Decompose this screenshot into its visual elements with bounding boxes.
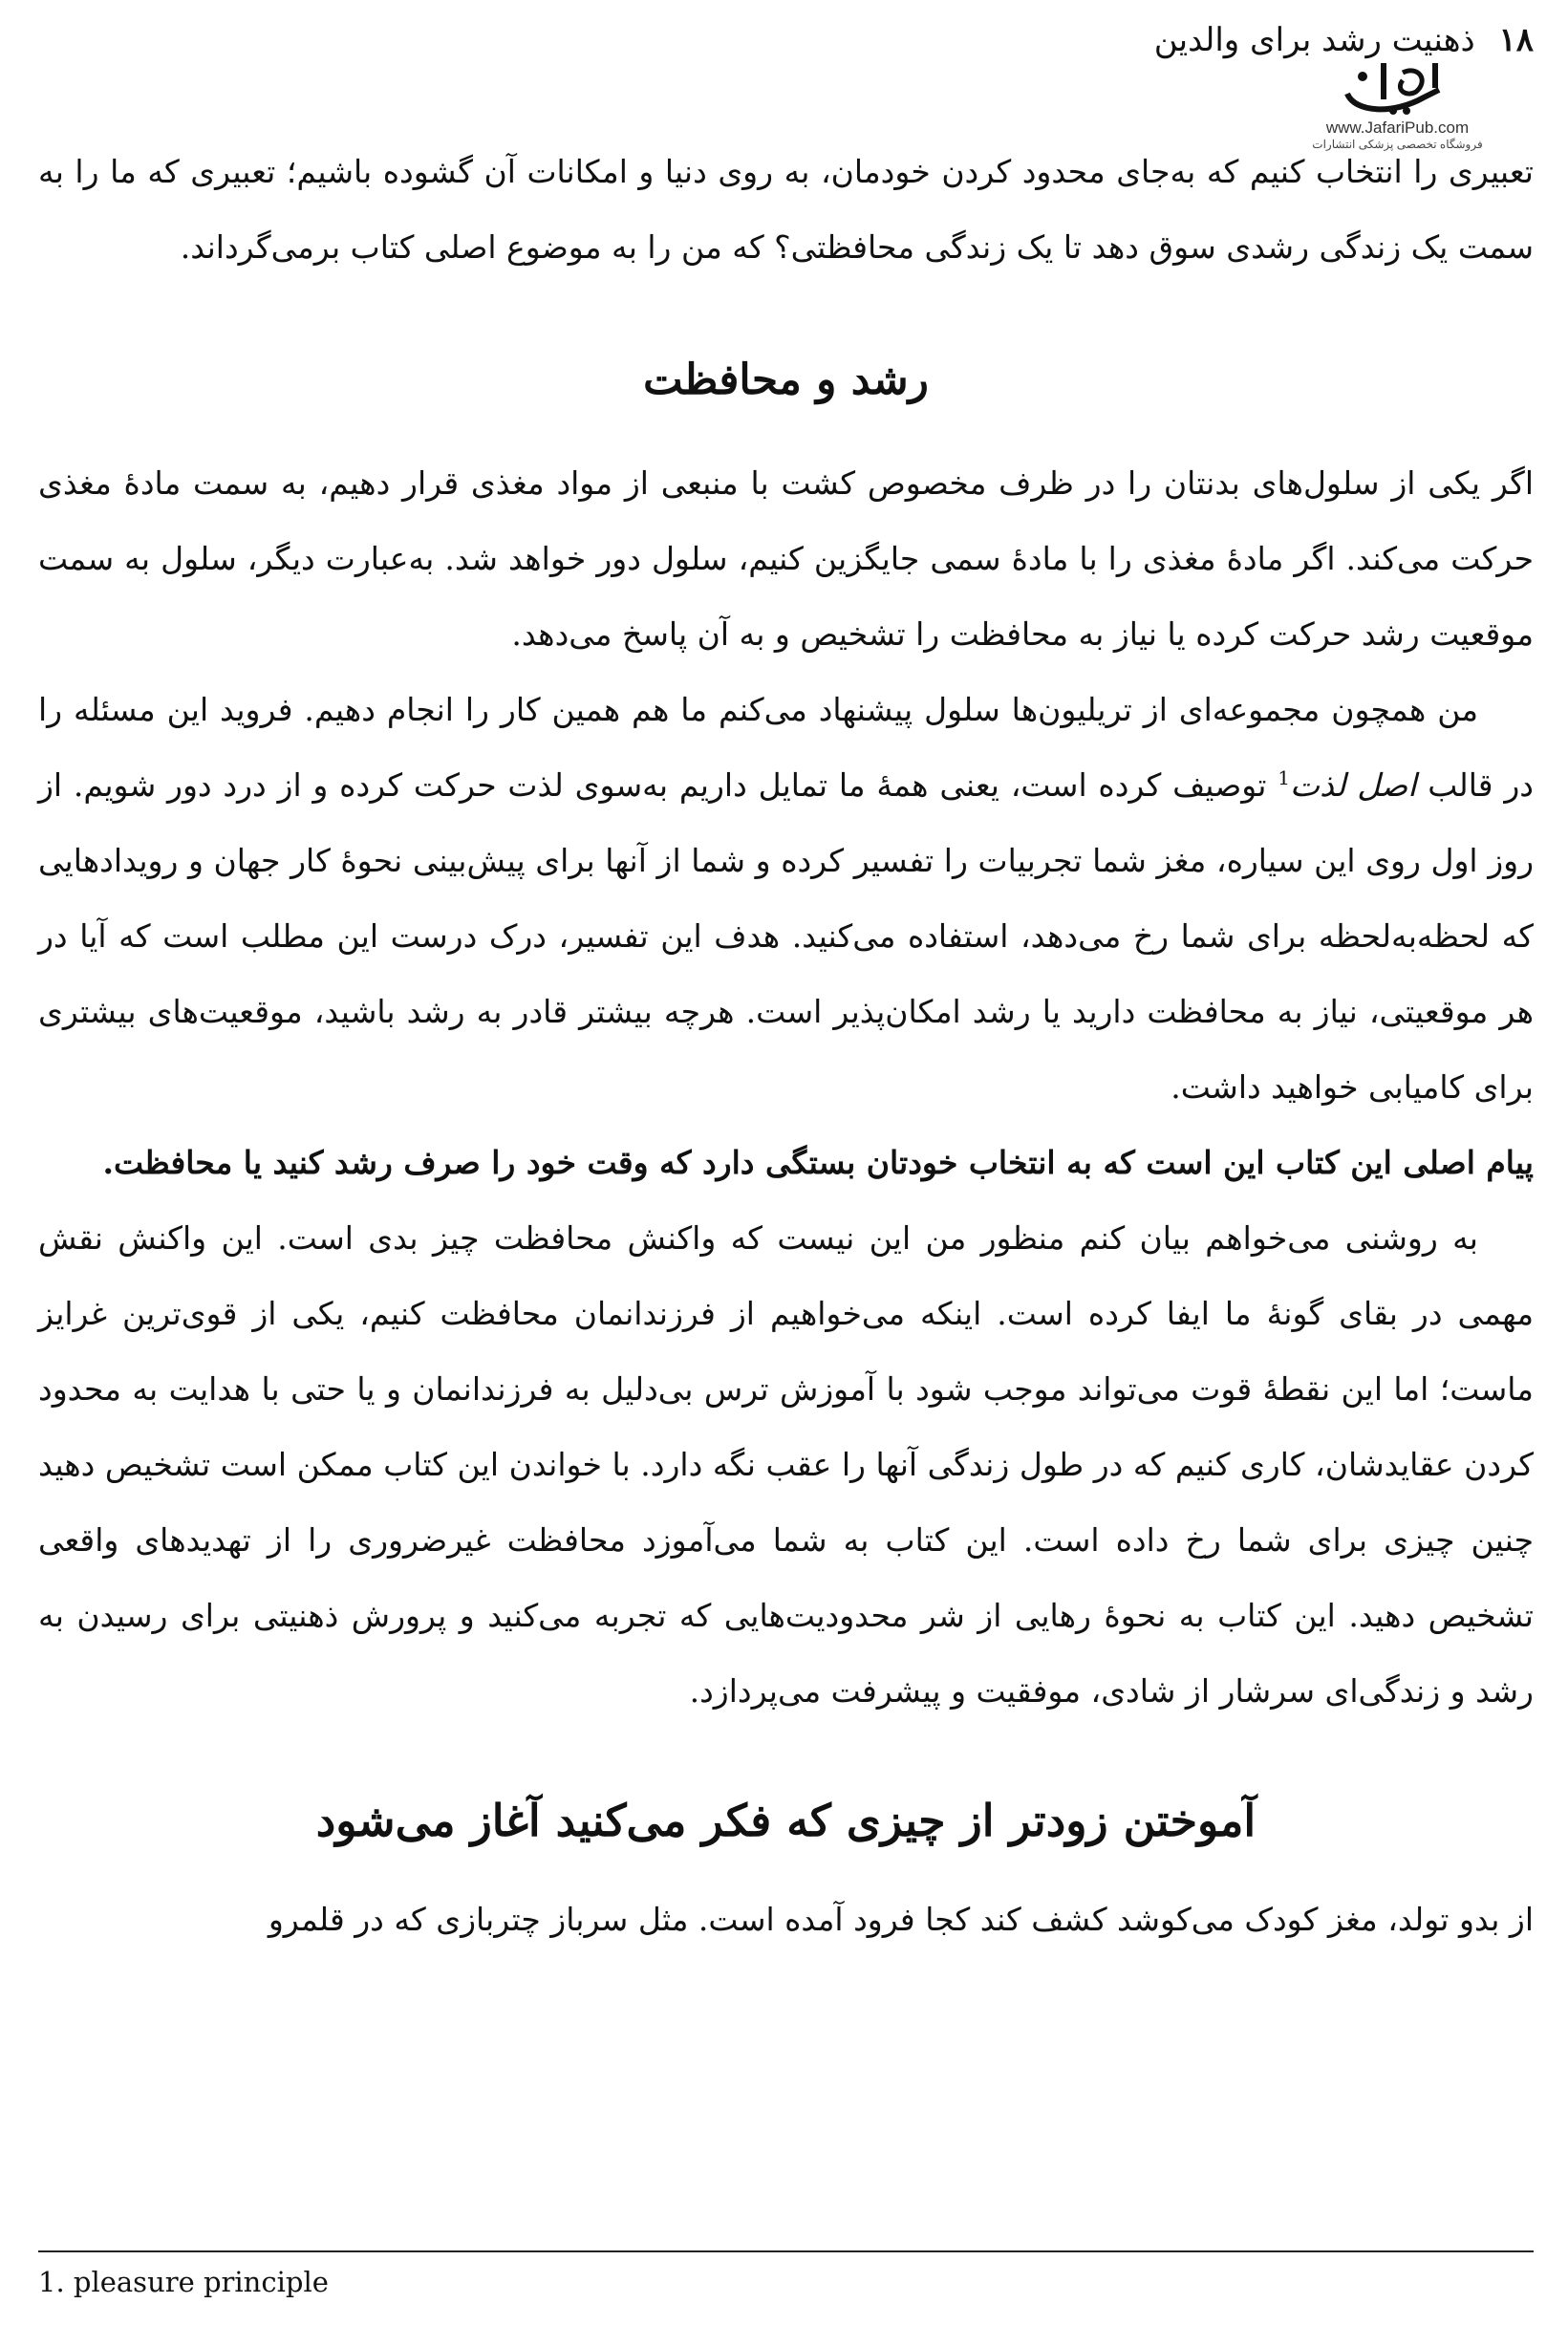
key-message-paragraph: پیام اصلی این کتاب این است که به انتخاب خودتان بستگی دارد که وقت خود را صرف رشد کنید یا محافظت.	[102, 1144, 1534, 1181]
pleasure-principle-term: اصل لذت	[1290, 766, 1417, 804]
book-title: ذهنیت رشد برای والدین	[1153, 21, 1475, 59]
footnote-divider	[38, 2250, 1534, 2252]
footnote	[38, 2266, 329, 2298]
footnote-text: pleasure principle	[73, 2266, 329, 2298]
publisher-url: www.JafariPub.com	[1325, 118, 1470, 137]
paragraph-cell-experiment: اگر یکی از سلول‌های بدنتان را در ظرف مخصوص کشت با منبعی از مواد مغذی قرار دهیم، به سمت مادهٔ مغذی حرکت می‌کند. اگر مادهٔ مغذی را با مادهٔ سمی جایگزین کنیم، سلول دور خواهد شد. به‌عبارت دیگر، سلول به سمت موقعیت رشد حرکت کرده یا نیاز به محافظت را تشخیص و به آن پاسخ می‌دهد.	[38, 464, 1534, 653]
book-page	[38, 0, 1534, 2325]
page-number: ۱۸	[1498, 21, 1534, 59]
jafari-pub-logo-icon	[1336, 55, 1460, 118]
section-heading-early-learning: آموختن زودتر از چیزی که فکر می‌کنید آغاز می‌شود	[315, 1795, 1257, 1846]
footnote-number: 1.	[38, 2266, 65, 2298]
footnote-reference[interactable]: 1	[1278, 766, 1291, 789]
freud-text-after: توصیف کرده است، یعنی همهٔ ما تمایل داریم به‌سوی لذت حرکت کرده و از درد دور شویم. از روز اول روی این سیاره، مغز شما تجربیات را تفسیر کرده و شما از آنها برای پیش‌بینی نحوهٔ کار جهان و رویدادهایی که لحظه‌به‌لحظه برای شما رخ می‌دهد، استفاده می‌کنید. هدف این تفسیر، درک درست این مطلب است که آیا در هر موقعیتی، نیاز به محافظت دارید یا رشد امکان‌پذیر است. هرچه بیشتر قادر به رشد باشید، موقعیت‌های بیشتری برای کامیابی خواهید داشت.	[38, 766, 1534, 1106]
running-head	[1154, 21, 1534, 59]
section-heading-growth-protection: رشد و محافظت	[643, 355, 929, 404]
body-text	[38, 134, 1534, 1957]
paragraph-birth: از بدو تولد، مغز کودک می‌کوشد کشف کند کجا فرود آمده است. مثل سرباز چتربازی که در قلمرو	[268, 1901, 1534, 1938]
publisher-tagline: فروشگاه تخصصی پزشکی انتشارات	[1312, 138, 1483, 151]
freud-text-before: من همچون مجموعه‌ای از تریلیون‌ها سلول پیشنهاد می‌کنم ما هم همین کار را انجام دهیم. فروید این مسئله را در قالب	[38, 691, 1534, 804]
paragraph-intro: تعبیری را انتخاب کنیم که به‌جای محدود کردن خودمان، به روی دنیا و امکانات آن گشوده باشیم؛ تعبیری که ما را به سمت یک زندگی رشدی سوق دهد تا یک زندگی محافظتی؟ که من را به موضوع اصلی کتاب برمی‌گرداند.	[38, 153, 1534, 266]
paragraph-protection-role: به روشنی می‌خواهم بیان کنم منظور من این نیست که واکنش محافظت چیز بدی است. این واکنش نقش مهمی در بقای گونهٔ ما ایفا کرده است. اینکه می‌خواهیم از فرزندانمان محافظت کنیم، یکی از قوی‌ترین غرایز ماست؛ اما این نقطهٔ قوت می‌تواند موجب شود با آموزش ترس بی‌دلیل به فرزندانمان و یا حتی با هدایت به محدود کردن عقایدشان، کاری کنیم که در طول زندگی آنها را عقب نگه دارد. با خواندن این کتاب ممکن است تشخیص دهید چنین چیزی برای شما رخ داده است. این کتاب به شما می‌آموزد محافظت غیرضروری را از تهدیدهای واقعی تشخیص دهید. این کتاب به نحوهٔ رهایی از شر محدودیت‌هایی که تجربه می‌کنید و پرورش ذهنیتی برای رسیدن به رشد و زندگی‌ای سرشار از شادی، موفقیت و پیشرفت می‌پردازد.	[38, 1219, 1534, 1710]
paragraph-freud	[38, 672, 1534, 1125]
